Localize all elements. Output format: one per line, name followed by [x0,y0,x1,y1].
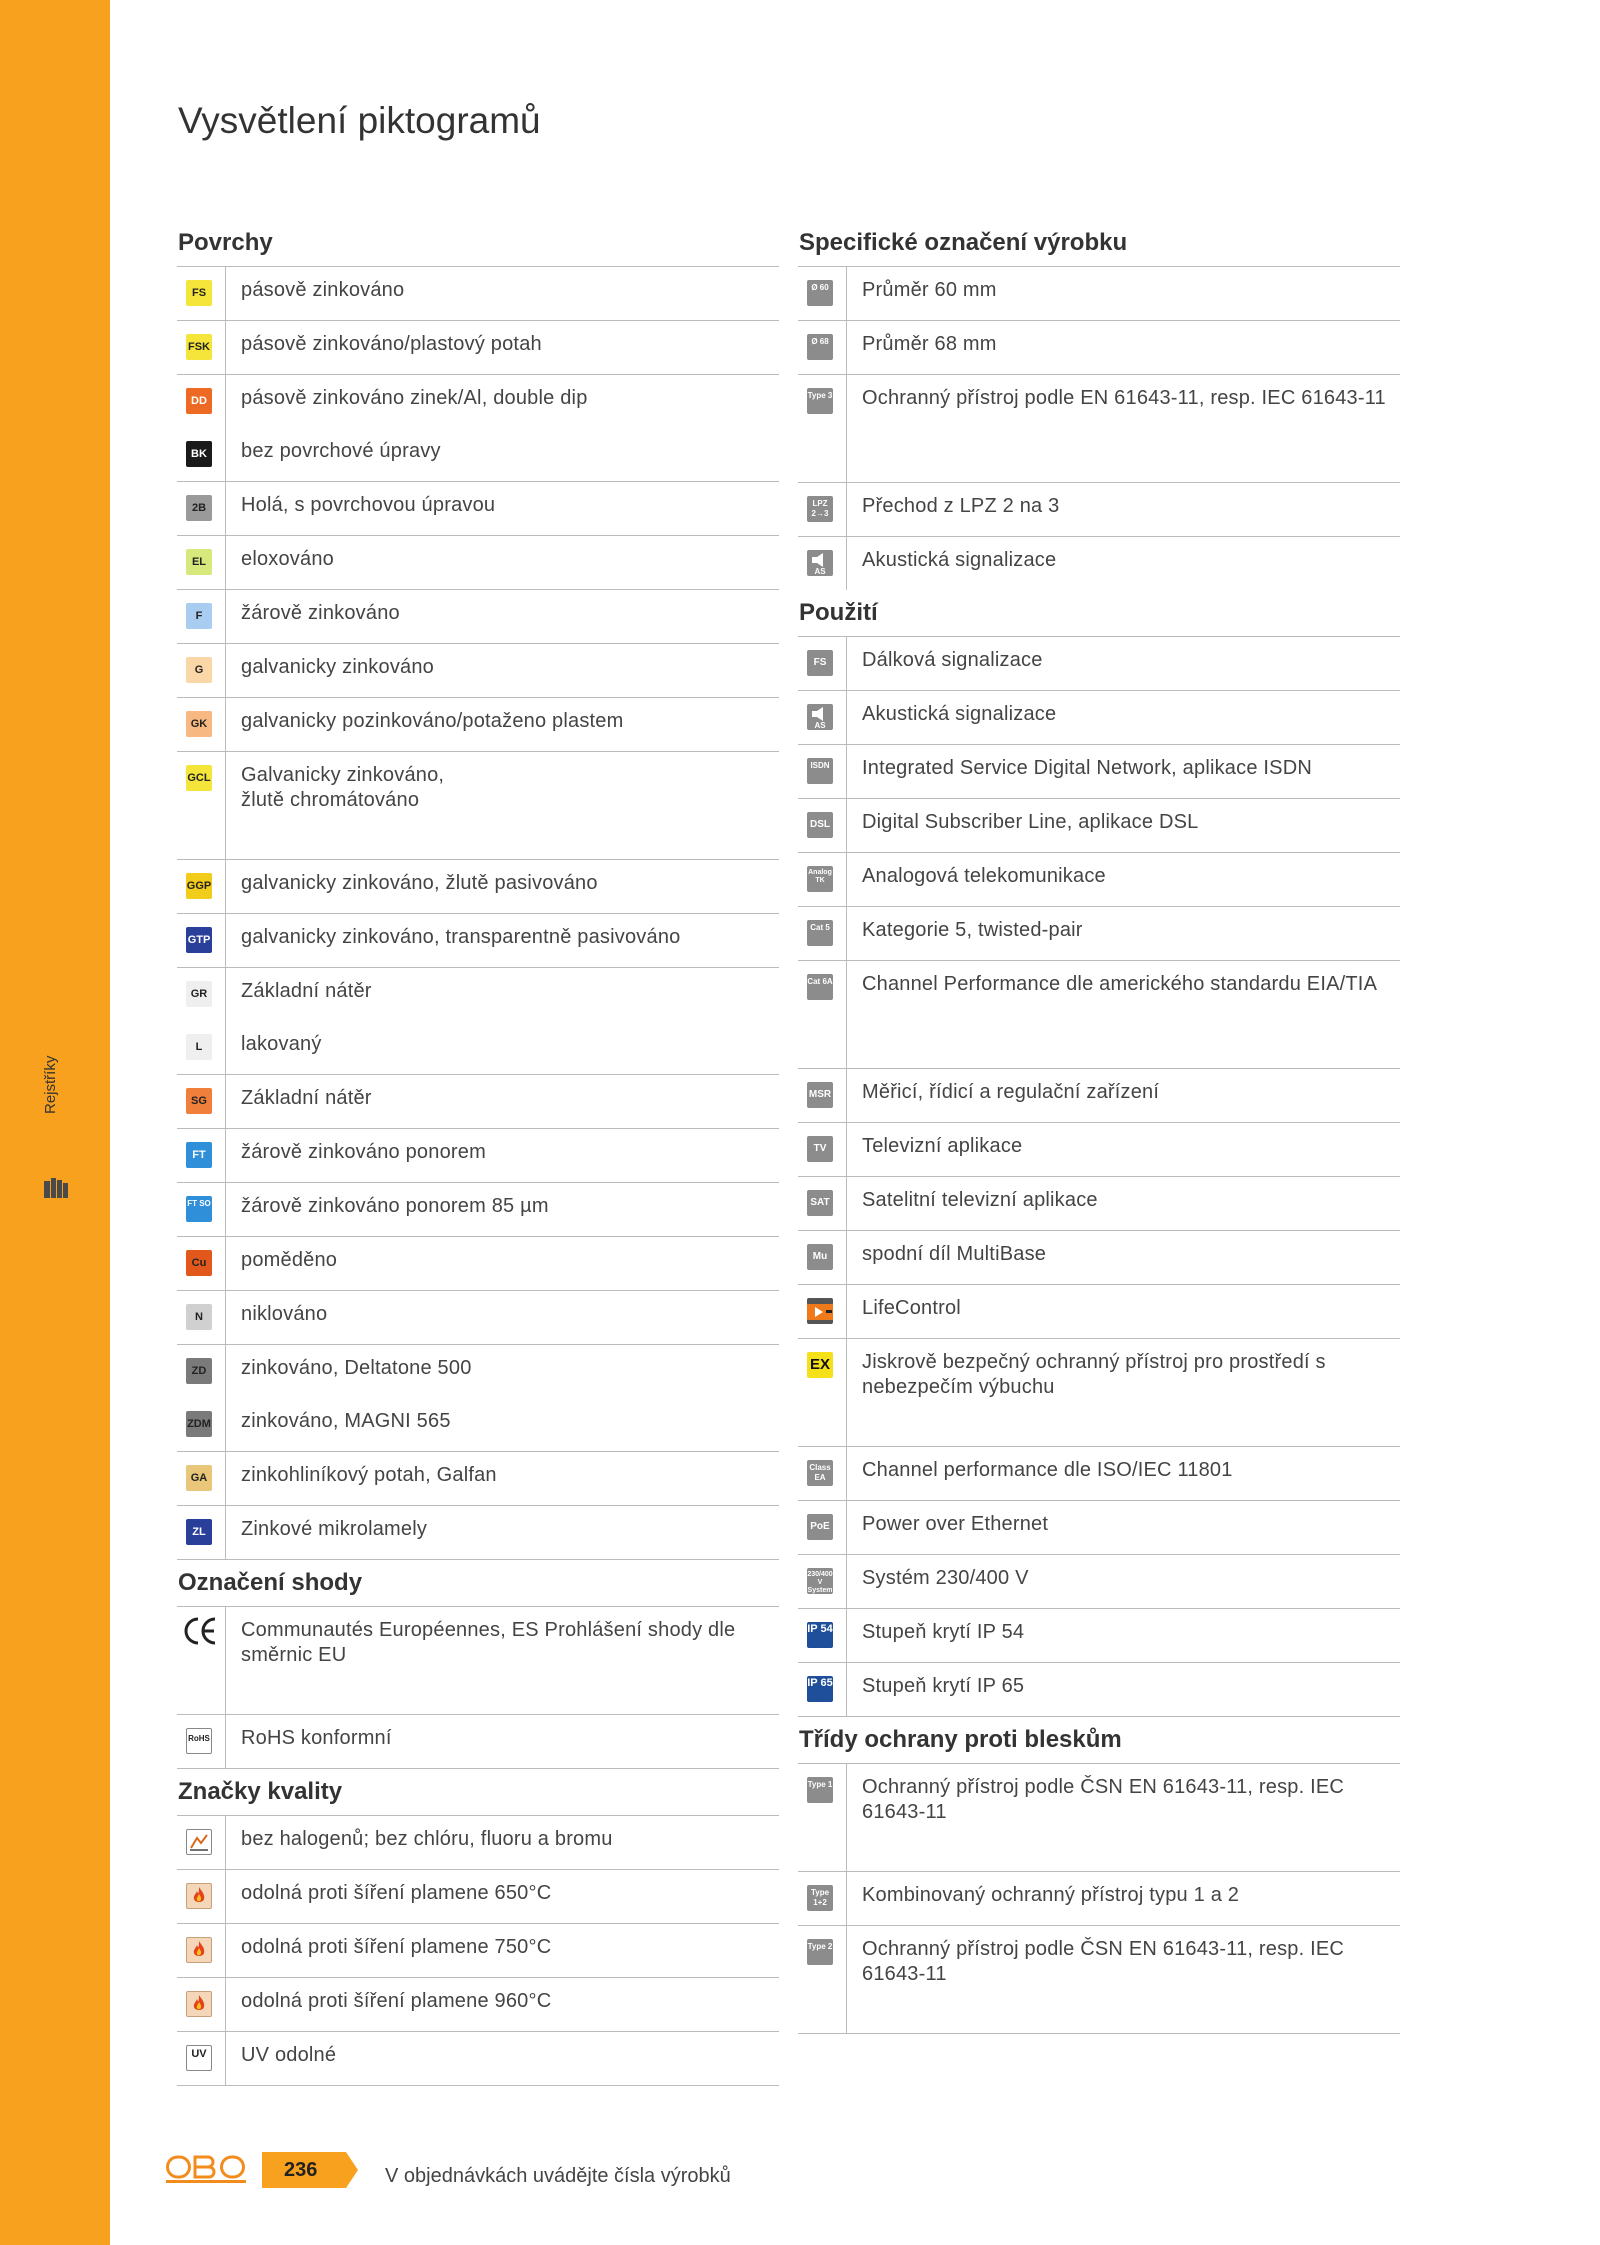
pictogram-cell [177,1715,226,1768]
type-2-icon: Type 2 [807,1939,833,1965]
pictogram-row [798,1231,1400,1285]
pictogram-cell [177,1816,226,1869]
lpz-2-3-icon: LPZ 2→3 [807,496,833,522]
pictogram-cell [177,914,226,967]
pictogram-cell [177,968,226,1021]
lifecontrol-icon [807,1298,833,1324]
pictogram-row [177,1183,779,1237]
pictogram-cell [177,375,226,428]
sidebar-label: Rejstříky [42,1055,59,1115]
pictogram-description: Kategorie 5, twisted-pair [862,919,1083,941]
pictogram-cell [177,1291,226,1344]
pictogram-description: Holá, s povrchovou úpravou [241,494,496,516]
pictogram-description: Akustická signalizace [862,549,1057,571]
pictogram-description: Základní nátěr [241,980,372,1002]
zl-icon: ZL [186,1519,212,1545]
pictogram-row [798,1069,1400,1123]
as-icon [807,704,833,730]
pictogram-row [177,428,779,482]
pictogram-description: galvanicky zinkováno, transparentně pasivováno [241,926,681,948]
pictogram-cell [177,536,226,589]
pictogram-description: galvanicky pozinkováno/potaženo plastem [241,710,624,732]
pictogram-description: pásově zinkováno/plastový potah [241,333,542,355]
section-title-znacky-kvality: Značky kvality [177,1769,779,1816]
pictogram-row [798,691,1400,745]
gr-icon: GR [186,981,212,1007]
g-icon: G [186,657,212,683]
isdn-icon: ISDN [807,758,833,784]
pictogram-description: Dálková signalizace [862,649,1043,671]
section-title-povrchy: Povrchy [177,220,779,267]
pictogram-cell [177,1129,226,1182]
pictogram-row [798,483,1400,537]
zd-icon: ZD [186,1358,212,1384]
pictogram-cell [177,482,226,535]
pictogram-description: Channel performance dle ISO/IEC 11801 [862,1459,1233,1481]
pictogram-description: Měřicí, řídicí a regulační zařízení [862,1081,1160,1103]
pictogram-cell [177,752,226,859]
2b-icon: 2B [186,495,212,521]
pictogram-row [177,914,779,968]
pictogram-cell [798,483,847,536]
pictogram-description: Ochranný přístroj podle ČSN EN 61643-11, resp. IEC 61643-11 [862,1938,1345,1985]
pictogram-row [177,1978,779,2032]
pictogram-row [177,590,779,644]
pictogram-cell [177,267,226,320]
pictogram-description: zinkohliníkový potah, Galfan [241,1464,497,1486]
pictogram-cell [798,1555,847,1608]
page-title: Vysvětlení piktogramů [178,100,541,141]
pictogram-cell [798,1609,847,1662]
pictogram-row [177,1075,779,1129]
ft-so-icon: FT SO [186,1196,212,1222]
pictogram-cell [798,853,847,906]
bk-icon: BK [186,441,212,467]
l-icon: L [186,1034,212,1060]
pictogram-cell [177,428,226,481]
pictogram-description: Analogová telekomunikace [862,865,1106,887]
ex-icon: EX [807,1352,833,1378]
pictogram-cell [798,1501,847,1554]
pictogram-description: odolná proti šíření plamene 750°C [241,1936,552,1958]
ce-icon [183,1616,219,1646]
pictogram-row [177,1607,779,1715]
pictogram-row [177,698,779,752]
pictogram-cell [177,860,226,913]
pictogram-row [798,1177,1400,1231]
pictogram-cell [177,1924,226,1977]
pictogram-description: Power over Ethernet [862,1513,1049,1535]
pictogram-row [798,637,1400,691]
pictogram-row [177,1816,779,1870]
pictogram-cell [798,691,847,744]
sat-icon: SAT [807,1190,833,1216]
pictogram-cell [177,1183,226,1236]
pictogram-row [177,375,779,428]
pictogram-row [177,482,779,536]
pictogram-cell [177,1452,226,1505]
pictogram-description: Základní nátěr [241,1087,372,1109]
pictogram-description: Communautés Européennes, ES Prohlášení shody dle směrnic EU [241,1619,736,1666]
pictogram-description: UV odolné [241,2044,337,2066]
orange-sidebar [0,0,110,2245]
pictogram-row [177,1452,779,1506]
pictogram-description: odolná proti šíření plamene 960°C [241,1990,552,2012]
pictogram-row [177,644,779,698]
pictogram-description: Channel Performance dle amerického standardu EIA/TIA [862,973,1378,995]
el-icon: EL [186,549,212,575]
pictogram-description: Akustická signalizace [862,703,1057,725]
pictogram-row [177,1870,779,1924]
ggp-icon: GGP [186,873,212,899]
section-title-tridy-ochrany-proti-bleskum: Třídy ochrany proti bleskům [798,1717,1400,1764]
pictogram-description: poměděno [241,1249,338,1271]
svg-text:AS: AS [814,721,826,730]
fs-icon: FS [807,650,833,676]
type-3-icon: Type 3 [807,388,833,414]
pictogram-cell [177,1075,226,1128]
pictogram-description: bez povrchové úpravy [241,440,441,462]
pictogram-description: Satelitní televizní aplikace [862,1189,1098,1211]
pictogram-cell [798,1231,847,1284]
pictogram-row [798,375,1400,483]
pictogram-cell [798,1069,847,1122]
pictogram-cell [798,907,847,960]
obo-logo [166,2154,246,2184]
analog-tk-icon: Analog TK [807,866,833,892]
pictogram-row [177,1129,779,1183]
right-column [798,220,1400,2034]
pictogram-row [177,968,779,1021]
pictogram-description: galvanicky zinkováno [241,656,434,678]
pictogram-cell [798,1447,847,1500]
pictogram-cell [798,1123,847,1176]
pictogram-row [798,907,1400,961]
pictogram-cell [798,1177,847,1230]
pictogram-row [798,853,1400,907]
fs-icon: FS [186,280,212,306]
pictogram-cell [177,1237,226,1290]
section-title-oznaceni-shody: Označení shody [177,1560,779,1607]
pictogram-row [177,1715,779,1769]
pictogram-description: Ochranný přístroj podle ČSN EN 61643-11, resp. IEC 61643-11 [862,1776,1345,1823]
pictogram-description: žárově zinkováno ponorem 85 µm [241,1195,549,1217]
pictogram-row [798,321,1400,375]
pictogram-cell [177,1978,226,2031]
halogen-free-icon [186,1829,212,1855]
pictogram-row [177,1021,779,1075]
pictogram-row [798,537,1400,590]
pictogram-description: Televizní aplikace [862,1135,1023,1157]
gk-icon: GK [186,711,212,737]
pictogram-cell [798,1926,847,2033]
pictogram-row [798,1123,1400,1177]
ft-icon: FT [186,1142,212,1168]
ga-icon: GA [186,1465,212,1491]
pictogram-cell [798,1764,847,1871]
pictogram-description: Integrated Service Digital Network, aplikace ISDN [862,757,1312,779]
pictogram-cell [798,799,847,852]
type-1-icon: Type 1 [807,1777,833,1803]
pictogram-description: Kombinovaný ochranný přístroj typu 1 a 2 [862,1884,1240,1906]
pictogram-cell [798,1663,847,1716]
gcl-icon: GCL [186,765,212,791]
footer-note: V objednávkách uvádějte čísla výrobků [385,2165,731,2187]
dsl-icon: DSL [807,812,833,838]
pictogram-cell [798,1339,847,1446]
class-ea-icon: Class EA [807,1460,833,1486]
dd-icon: DD [186,388,212,414]
pictogram-row [177,267,779,321]
pictogram-row [798,1926,1400,2034]
pictogram-description: Stupeň krytí IP 65 [862,1675,1025,1697]
pictogram-row [798,1609,1400,1663]
section-title-specificke-oznaceni-vyrobku: Specifické označení výrobku [798,220,1400,267]
catalog-index-icon [44,1178,68,1198]
msr-icon: MSR [807,1082,833,1108]
pictogram-row [798,745,1400,799]
rohs-icon: RoHS [186,1728,212,1754]
left-column [177,220,779,2086]
pictogram-cell [177,1607,226,1714]
pictogram-cell [177,1398,226,1451]
pictogram-cell [798,1285,847,1338]
zdm-icon: ZDM [186,1411,212,1437]
pictogram-row [798,1447,1400,1501]
pictogram-description: Ochranný přístroj podle EN 61643-11, resp. IEC 61643-11 [862,387,1386,409]
pictogram-row [177,860,779,914]
pictogram-description: eloxováno [241,548,334,570]
pictogram-description: Zinkové mikrolamely [241,1518,428,1540]
pictogram-description: Průměr 60 mm [862,279,997,301]
pictogram-cell [177,1021,226,1074]
pictogram-cell [177,2032,226,2085]
pictogram-description: niklováno [241,1303,328,1325]
mu-icon: Mu [807,1244,833,1270]
pictogram-description: Digital Subscriber Line, aplikace DSL [862,811,1199,833]
pictogram-description: zinkováno, MAGNI 565 [241,1410,451,1432]
pictogram-cell [177,321,226,374]
pictogram-description: LifeControl [862,1297,961,1319]
pictogram-cell [798,537,847,590]
pictogram-description: žárově zinkováno ponorem [241,1141,486,1163]
sg-icon: SG [186,1088,212,1114]
pictogram-row [177,1398,779,1452]
pictogram-row [177,1345,779,1398]
pictogram-description: galvanicky zinkováno, žlutě pasivováno [241,872,598,894]
pictogram-row [177,1291,779,1345]
pictogram-cell [798,321,847,374]
pictogram-cell [798,745,847,798]
pictogram-cell [177,644,226,697]
960-icon [186,1991,212,2017]
pictogram-row [798,961,1400,1069]
page-number: 236 [284,2159,318,2181]
pictogram-description: pásově zinkováno [241,279,405,301]
pictogram-cell [177,1345,226,1398]
pictogram-row [177,2032,779,2086]
pictogram-row [798,1663,1400,1717]
pictogram-row [177,321,779,375]
pictogram-description: Galvanicky zinkováno, žlutě chromátováno [241,764,445,811]
ip-65-icon: IP 65 [807,1676,833,1702]
pictogram-row [798,799,1400,853]
pictogram-row [177,1237,779,1291]
pictogram-description: bez halogenů; bez chlóru, fluoru a bromu [241,1828,613,1850]
pictogram-description: Jiskrově bezpečný ochranný přístroj pro prostředí s nebezpečím výbuchu [862,1351,1326,1398]
pictogram-cell [177,1506,226,1559]
fsk-icon: FSK [186,334,212,360]
pictogram-cell [177,590,226,643]
n-icon: N [186,1304,212,1330]
pictogram-description: pásově zinkováno zinek/Al, double dip [241,387,588,409]
cu-icon: Cu [186,1250,212,1276]
gtp-icon: GTP [186,927,212,953]
pictogram-description: spodní díl MultiBase [862,1243,1047,1265]
pictogram-description: Přechod z LPZ 2 na 3 [862,495,1060,517]
650-icon [186,1883,212,1909]
pictogram-description: RoHS konformní [241,1727,392,1749]
uv-icon: UV [186,2045,212,2071]
pictogram-cell [177,1870,226,1923]
pictogram-description: Systém 230/400 V [862,1567,1029,1589]
f-icon: F [186,603,212,629]
pictogram-row [798,1764,1400,1872]
type-1-2-icon: Type 1+2 [807,1885,833,1911]
pictogram-cell [798,961,847,1068]
pictogram-cell [798,267,847,320]
ip-54-icon: IP 54 [807,1622,833,1648]
pictogram-row [177,1924,779,1978]
pictogram-description: Průměr 68 mm [862,333,997,355]
pictogram-description: odolná proti šíření plamene 650°C [241,1882,552,1904]
poe-icon: PoE [807,1514,833,1540]
section-title-pouziti: Použití [798,590,1400,637]
cat-5-icon: Cat 5 [807,920,833,946]
68-icon: Ø 68 [807,334,833,360]
pictogram-row [798,1555,1400,1609]
pictogram-row [177,536,779,590]
pictogram-row [177,752,779,860]
pictogram-description: žárově zinkováno [241,602,400,624]
pictogram-description: lakovaný [241,1033,322,1055]
pictogram-row [798,1339,1400,1447]
pictogram-cell [798,1872,847,1925]
cat-6a-icon: Cat 6A [807,974,833,1000]
pictogram-row [798,267,1400,321]
page-number-tab [262,2152,358,2188]
pictogram-description: Stupeň krytí IP 54 [862,1621,1025,1643]
pictogram-cell [798,375,847,482]
as-icon [807,550,833,576]
pictogram-cell [177,698,226,751]
tv-icon: TV [807,1136,833,1162]
60-icon: Ø 60 [807,280,833,306]
pictogram-cell [798,637,847,690]
svg-text:AS: AS [814,567,826,576]
230-400-v-system-icon: 230/400 V System [807,1568,833,1594]
pictogram-row [798,1501,1400,1555]
pictogram-row [798,1285,1400,1339]
pictogram-description: zinkováno, Deltatone 500 [241,1357,472,1379]
pictogram-row [177,1506,779,1560]
pictogram-row [798,1872,1400,1926]
750-icon [186,1937,212,1963]
